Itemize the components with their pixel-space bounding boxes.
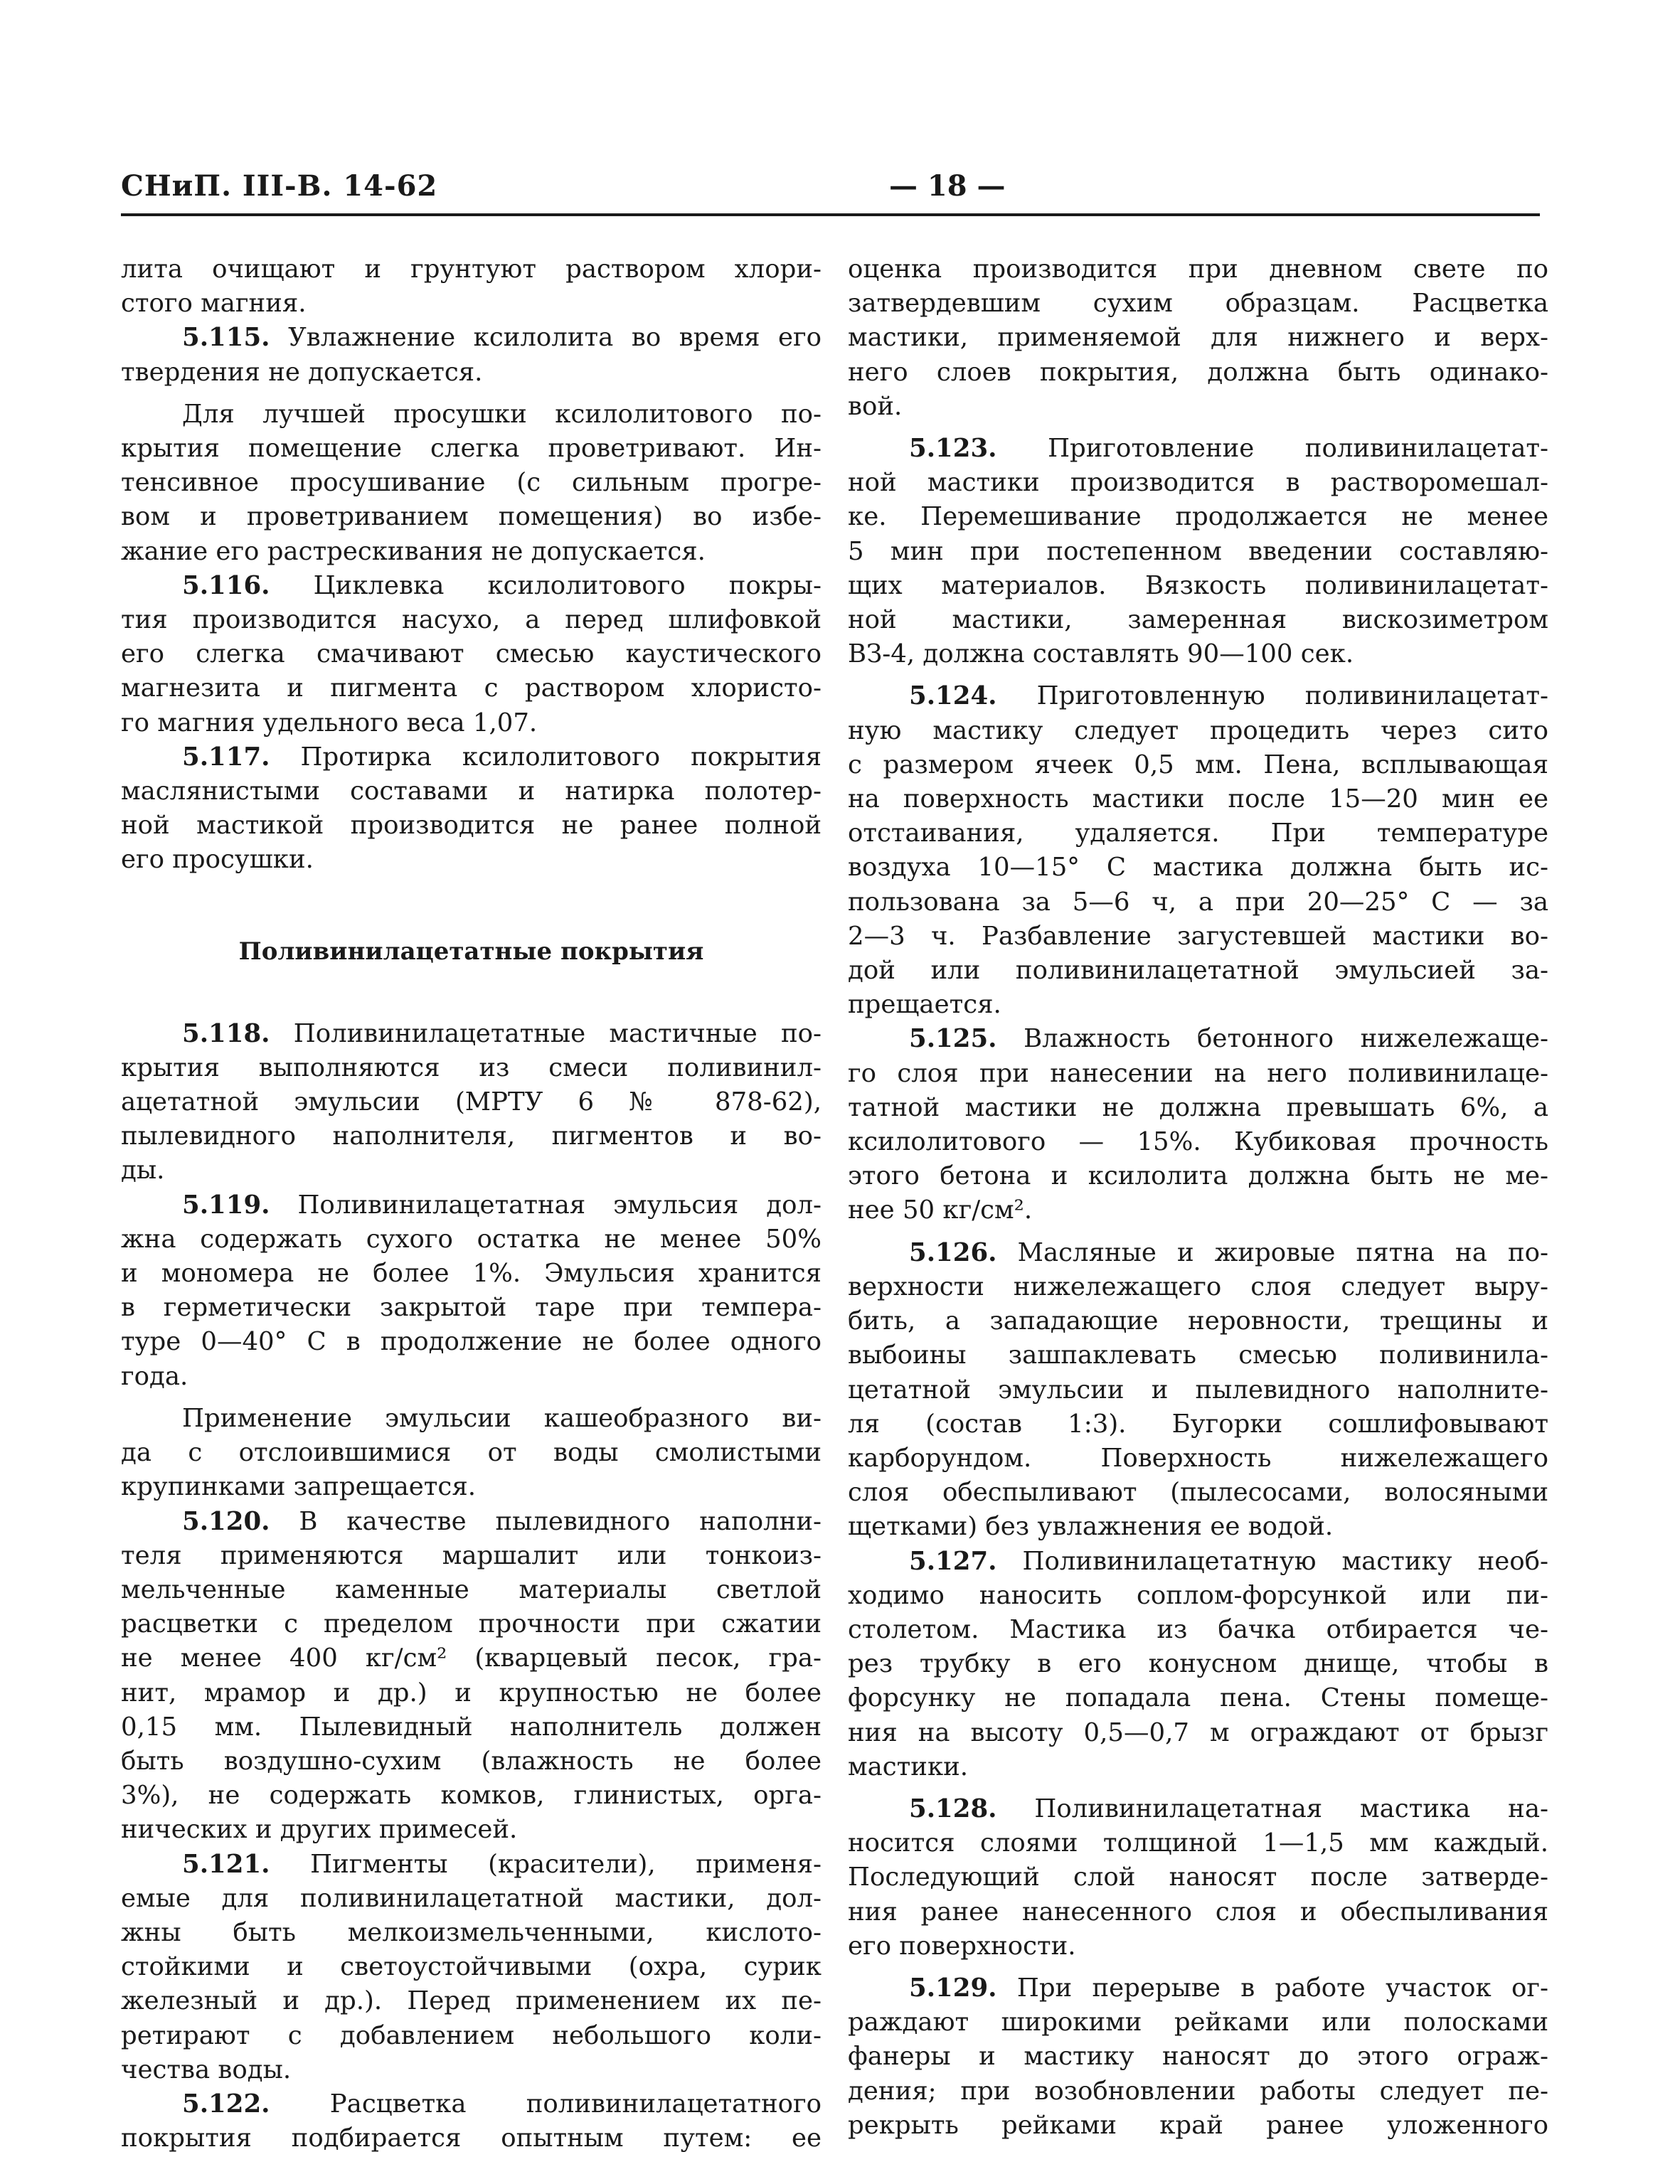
paragraph-5-121: 5.121. Пигменты (красители), применя- емые для поливинилацетатной мастики, дол- жны быть мелкоизмельченными, кислото- стойкими и светоустойчивыми (охра, сурик железный и др.). Перед применением их пе- ретирают с добавлением небольшого коли- чества воды. — [121, 1849, 822, 2084]
clause-number: 5.119. — [182, 1190, 270, 1220]
clause-number: 5.122. — [182, 2089, 270, 2119]
clause-number: 5.124. — [909, 681, 997, 711]
paragraph-5-124: 5.124. Приготовленную поливинилацетат- ную мастику следует процедить через сито с размером ячеек 0,5 мм. Пена, всплывающая на поверхность мастики после 15—20 мин ее отстаивания, удаляется. При температуре воздуха 10—15° С мастика должна быть ис- пользована за 5—6 ч, а при 20—25° С — за 2—3 ч. Разбавление загустевшей мастики во- дой или поливинилацетатной эмульсией за- прещается. — [848, 681, 1548, 1020]
paragraph-5-116: 5.116. Циклевка ксилолитового покры- тия производится насухо, а перед шлифовкой его слегка смачивают смесью каустического магнезита и пигмента с раствором хлористо- го магния удельного веса 1,07. — [121, 570, 822, 737]
right-column — [848, 252, 1548, 2143]
paragraph: Для лучшей просушки ксилолитового по- крытия помещение слегка проветривают. Ин- тенсивное просушивание (с сильным прогре- вом и проветриванием помещения) во избе- жание его растрескивания не допускается. — [121, 399, 822, 566]
paragraph-5-119: 5.119. Поливинилацетатная эмульсия дол- жна содержать сухого остатка не менее 50% и мономера не более 1%. Эмульсия хранится в герметически закрытой таре при темпера- туре 0—40° С в продолжение не более одного года. — [121, 1190, 822, 1391]
paragraph-5-117: 5.117. Протирка ксилолитового покрытия маслянистыми составами и натирка полотер- ной мастикой производится не ранее полной его просушки. — [121, 742, 822, 875]
paragraph-5-125: 5.125. Влажность бетонного нижележаще- го слоя при нанесении на него поливинилаце- татной мастики не должна превышать 6%, а ксилолитового — 15%. Кубиковая прочность этого бетона и ксилолита должна быть не ме- нее 50 кг/см². — [848, 1024, 1548, 1225]
clause-number: 5.128. — [909, 1794, 997, 1823]
clause-number: 5.129. — [909, 1973, 997, 2003]
paragraph-5-120: 5.120. В качестве пылевидного наполни- теля применяются маршалит или тонкоиз- мельченные каменные материалы светлой расцветки с пределом прочности при сжатии не менее 400 кг/см² (кварцевый песок, гра- нит, мрамор и др.) и крупностью не более 0,15 мм. Пылевидный наполнитель должен быть воздушно-сухим (влажность не более 3%), не содержать комков, глинистых, орга- нических и других примесей. — [121, 1506, 822, 1845]
paragraph-5-122: 5.122. Расцветка поливинилацетатного покрытия подбирается опытным путем: ее — [121, 2089, 822, 2153]
clause-number: 5.126. — [909, 1237, 997, 1267]
paragraph-5-127: 5.127. Поливинилацетатную мастику необ- ходимо наносить соплом-форсункой или пи- столетом. Мастика из бачка отбирается че- рез трубку в его конусном днище, чтобы в форсунку не попадала пена. Стены помеще- ния на высоту 0,5—0,7 м ограждают от брызг мастики. — [848, 1546, 1548, 1781]
paragraph: Применение эмульсии кашеобразного ви- да с отслоившимися от воды смолистыми крупинками запрещается. — [121, 1403, 822, 1502]
document-code: СНиП. III-В. 14-62 — [121, 169, 438, 203]
left-column — [121, 252, 822, 2156]
section-title: Поливинилацетатные покрытия — [238, 937, 704, 966]
header-rule — [121, 213, 1540, 216]
paragraph-5-118: 5.118. Поливинилацетатные мастичные по- крытия выполняются из смеси поливинил- ацетатной эмульсии (МРТУ 6 № 878-62), пылевидного наполнителя, пигментов и во- ды. — [121, 1018, 822, 1186]
paragraph-5-126: 5.126. Масляные и жировые пятна на по- верхности нижележащего слоя следует выру- бить, а западающие неровности, трещины и выбоины зашпаклевать смесью поливинила- цетатной эмульсии и пылевидного наполните- ля (состав 1:3). Бугорки сошлифовывают карборундом. Поверхность нижележащего слоя обеспыливают (пылесосами, волосяными щетками) без увлажнения ее водой. — [848, 1237, 1548, 1542]
clause-number: 5.121. — [182, 1849, 270, 1879]
clause-number: 5.115. — [182, 323, 270, 353]
clause-number: 5.117. — [182, 742, 270, 772]
clause-number: 5.127. — [909, 1546, 997, 1576]
paragraph-5-123: 5.123. Приготовление поливинилацетат- ной мастики производится в растворомешал- ке. Перемешивание продолжается не менее 5 мин при постепенном введении составляю- щих материалов. Вязкость поливинилацетат- ной мастики, замеренная вискозиметром ВЗ-4, должна составлять 90—100 сек. — [848, 434, 1548, 669]
paragraph: оценка производится при дневном свете по затвердевшим сухим образцам. Расцветка мастики, применяемой для нижнего и верх- него слоев покрытия, должна быть одинако- вой. — [848, 255, 1548, 421]
page-header — [121, 169, 1536, 212]
paragraph-5-115: 5.115. Увлажнение ксилолита во время его твердения не допускается. — [121, 323, 822, 387]
paragraph: лита очищают и грунтуют раствором хлори- стого магния. — [121, 255, 822, 319]
clause-number: 5.120. — [182, 1506, 270, 1536]
page-number: — 18 — — [889, 169, 1006, 203]
paragraph-5-129: 5.129. При перерыве в работе участок ог- раждают широкими рейками или полосками фанеры и мастику наносят до этого ограж- дения; при возобновлении работы следует пе- рекрыть рейками край ранее уложенного — [848, 1973, 1548, 2140]
clause-number: 5.116. — [182, 570, 270, 600]
clause-number: 5.123. — [909, 434, 997, 464]
paragraph-5-128: 5.128. Поливинилацетатная мастика на- носится слоями толщиной 1—1,5 мм каждый. Последующий слой наносят после затверде- ния ранее нанесенного слоя и обеспыливания его поверхности. — [848, 1794, 1548, 1961]
clause-number: 5.125. — [909, 1024, 997, 1054]
clause-number: 5.118. — [182, 1018, 270, 1048]
